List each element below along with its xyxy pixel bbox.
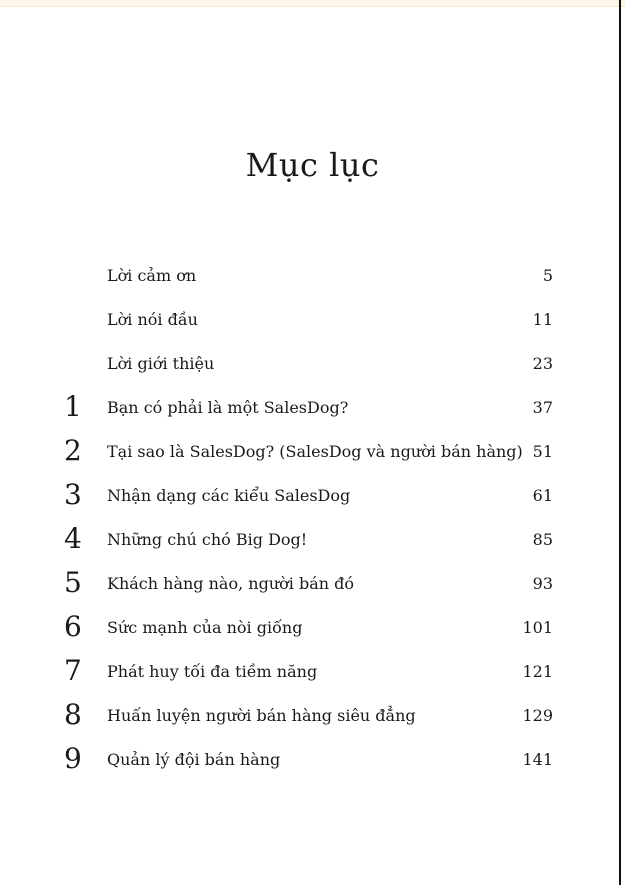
- toc-entry-number: 5: [64, 566, 82, 599]
- toc-entry[interactable]: [0, 654, 620, 698]
- page-title: Mục lục: [245, 146, 380, 184]
- toc-entry-title: Lời nói đầu: [107, 310, 198, 329]
- toc-entry-page: 5: [542, 266, 553, 285]
- toc-entry-number: 8: [64, 698, 82, 731]
- toc-entry-page: 129: [522, 706, 553, 725]
- toc-entry[interactable]: [0, 434, 620, 478]
- toc-entry[interactable]: [0, 610, 620, 654]
- toc-entry-title: Khách hàng nào, người bán đó: [107, 574, 355, 593]
- toc-entry-title: Sức mạnh của nòi giống: [107, 618, 303, 637]
- toc-entry[interactable]: [0, 478, 620, 522]
- toc-entry-number: 9: [64, 742, 82, 775]
- toc-entry-number: 2: [64, 434, 82, 467]
- toc-entry[interactable]: [0, 522, 620, 566]
- toc-entry[interactable]: [0, 390, 620, 434]
- page-top-strip: [0, 0, 625, 7]
- toc-entry-title: Lời giới thiệu: [107, 354, 215, 373]
- toc-entry[interactable]: [0, 346, 620, 390]
- toc-entry-page: 93: [532, 574, 553, 593]
- toc-entry-title: Lời cảm ơn: [107, 266, 197, 285]
- toc-entry-page: 101: [522, 618, 553, 637]
- toc-entry-page: 85: [532, 530, 553, 549]
- table-of-contents: [0, 258, 620, 786]
- toc-entry[interactable]: [0, 302, 620, 346]
- toc-entry[interactable]: [0, 742, 620, 786]
- toc-entry-title: Huấn luyện người bán hàng siêu đẳng: [107, 706, 416, 725]
- toc-entry-title: Những chú chó Big Dog!: [107, 530, 308, 549]
- toc-entry-title: Bạn có phải là một SalesDog?: [107, 398, 349, 417]
- toc-entry-number: 6: [64, 610, 82, 643]
- toc-entry-page: 51: [532, 442, 553, 461]
- toc-entry-title: Quản lý đội bán hàng: [107, 750, 281, 769]
- toc-entry-page: 141: [522, 750, 553, 769]
- toc-entry-number: 4: [64, 522, 82, 555]
- toc-entry-page: 11: [532, 310, 553, 329]
- toc-entry-number: 1: [64, 390, 82, 423]
- toc-entry-page: 23: [532, 354, 553, 373]
- toc-entry-page: 61: [532, 486, 553, 505]
- toc-entry-page: 37: [532, 398, 553, 417]
- toc-entry-title: Tại sao là SalesDog? (SalesDog và người bán hàng): [107, 442, 523, 461]
- toc-entry[interactable]: [0, 566, 620, 610]
- toc-entry-number: 7: [64, 654, 82, 687]
- toc-entry-title: Phát huy tối đa tiềm năng: [107, 662, 318, 681]
- toc-entry[interactable]: [0, 698, 620, 742]
- toc-entry-page: 121: [522, 662, 553, 681]
- toc-entry-title: Nhận dạng các kiểu SalesDog: [107, 486, 351, 505]
- toc-entry-number: 3: [64, 478, 82, 511]
- toc-entry[interactable]: [0, 258, 620, 302]
